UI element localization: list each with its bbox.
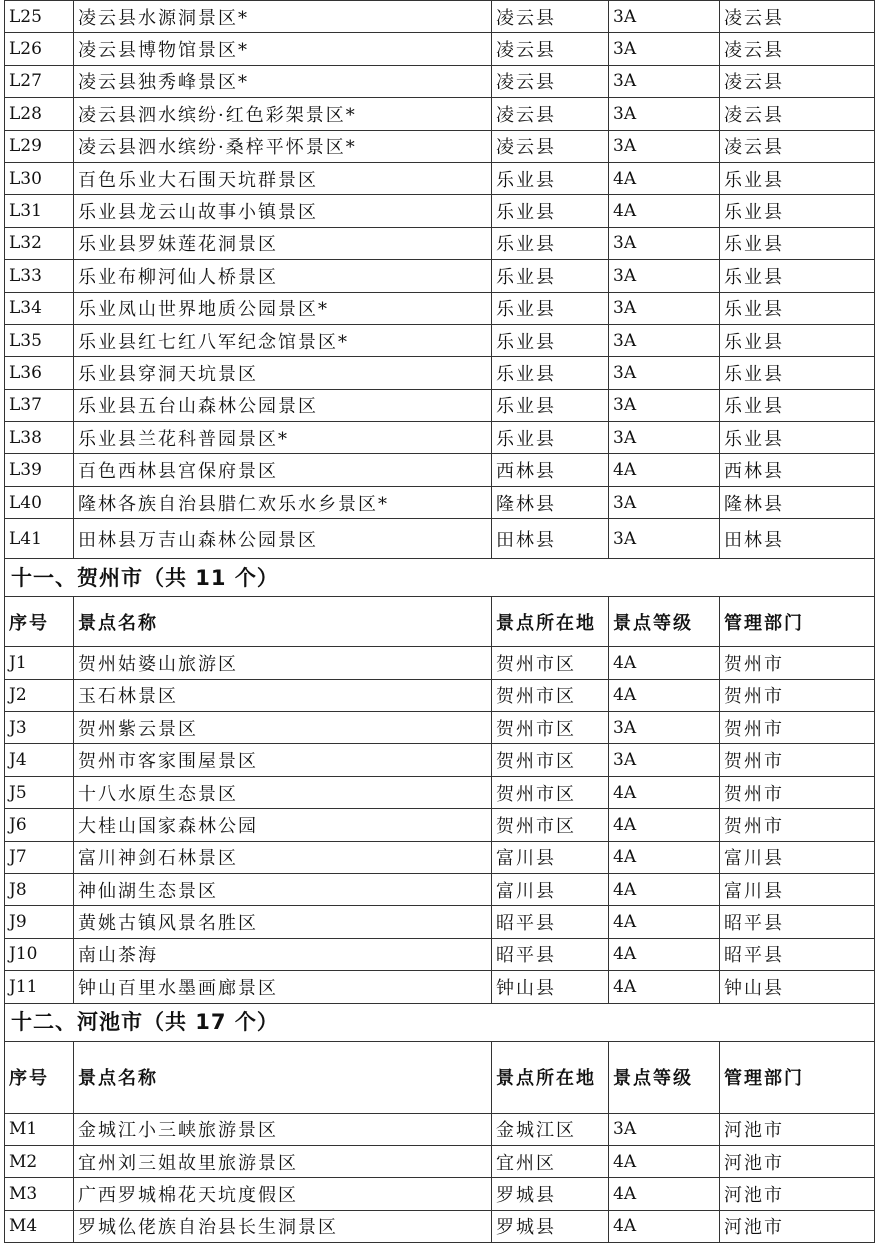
- cell-dept: 乐业县: [720, 292, 875, 324]
- cell-name: 神仙湖生态景区: [74, 873, 492, 905]
- cell-name: 钟山百里水墨画廊景区: [74, 971, 492, 1003]
- table-row: [5, 1, 875, 33]
- table-row: [5, 938, 875, 970]
- cell-dept: 贺州市: [720, 776, 875, 808]
- cell-code: L26: [5, 33, 74, 65]
- header-location: 景点所在地: [492, 1041, 609, 1113]
- cell-grade: 4A: [609, 647, 720, 679]
- cell-location: 凌云县: [492, 33, 609, 65]
- cell-grade: 4A: [609, 841, 720, 873]
- cell-dept: 乐业县: [720, 260, 875, 292]
- cell-location: 乐业县: [492, 324, 609, 356]
- header-location: 景点所在地: [492, 597, 609, 647]
- cell-grade: 4A: [609, 938, 720, 970]
- cell-dept: 河池市: [720, 1113, 875, 1145]
- cell-location: 昭平县: [492, 938, 609, 970]
- header-grade: 景点等级: [609, 597, 720, 647]
- cell-location: 贺州市区: [492, 679, 609, 711]
- cell-location: 西林县: [492, 454, 609, 486]
- table-row: [5, 162, 875, 194]
- header-dept: 管理部门: [720, 597, 875, 647]
- cell-code: L41: [5, 519, 74, 559]
- cell-name: 凌云县独秀峰景区*: [74, 65, 492, 97]
- cell-dept: 贺州市: [720, 809, 875, 841]
- cell-grade: 4A: [609, 906, 720, 938]
- table-row: [5, 971, 875, 1003]
- cell-name: 田林县万吉山森林公园景区: [74, 519, 492, 559]
- cell-name: 隆林各族自治县腊仁欢乐水乡景区*: [74, 486, 492, 518]
- cell-name: 凌云县博物馆景区*: [74, 33, 492, 65]
- header-code: 序号: [5, 597, 74, 647]
- table-row: [5, 65, 875, 97]
- cell-dept: 贺州市: [720, 679, 875, 711]
- cell-name: 十八水原生态景区: [74, 776, 492, 808]
- cell-name: 凌云县泗水缤纷·桑梓平怀景区*: [74, 130, 492, 162]
- cell-location: 贺州市区: [492, 712, 609, 744]
- table-row: [5, 195, 875, 227]
- table-row: [5, 98, 875, 130]
- cell-location: 凌云县: [492, 98, 609, 130]
- cell-location: 乐业县: [492, 227, 609, 259]
- cell-code: L34: [5, 292, 74, 324]
- table-row: [5, 1145, 875, 1177]
- cell-grade: 4A: [609, 195, 720, 227]
- cell-dept: 乐业县: [720, 195, 875, 227]
- cell-code: M4: [5, 1210, 74, 1242]
- cell-code: J7: [5, 841, 74, 873]
- cell-code: L25: [5, 1, 74, 33]
- cell-grade: 3A: [609, 1, 720, 33]
- cell-dept: 贺州市: [720, 744, 875, 776]
- table-row: [5, 519, 875, 559]
- cell-location: 富川县: [492, 873, 609, 905]
- table-row: [5, 776, 875, 808]
- cell-dept: 乐业县: [720, 357, 875, 389]
- table-row: [5, 422, 875, 454]
- cell-name: 玉石林景区: [74, 679, 492, 711]
- cell-name: 贺州姑婆山旅游区: [74, 647, 492, 679]
- header-name: 景点名称: [74, 597, 492, 647]
- cell-code: J9: [5, 906, 74, 938]
- cell-grade: 4A: [609, 776, 720, 808]
- cell-location: 贺州市区: [492, 647, 609, 679]
- cell-dept: 隆林县: [720, 486, 875, 518]
- table-row: [5, 809, 875, 841]
- cell-dept: 凌云县: [720, 98, 875, 130]
- table-row: [5, 260, 875, 292]
- cell-dept: 昭平县: [720, 938, 875, 970]
- cell-grade: 3A: [609, 712, 720, 744]
- cell-grade: 4A: [609, 679, 720, 711]
- cell-code: J11: [5, 971, 74, 1003]
- table-row: [5, 841, 875, 873]
- cell-dept: 钟山县: [720, 971, 875, 1003]
- cell-grade: 3A: [609, 292, 720, 324]
- cell-dept: 凌云县: [720, 33, 875, 65]
- cell-code: L35: [5, 324, 74, 356]
- cell-dept: 昭平县: [720, 906, 875, 938]
- cell-grade: 4A: [609, 162, 720, 194]
- cell-grade: 4A: [609, 1178, 720, 1210]
- cell-code: L38: [5, 422, 74, 454]
- cell-dept: 凌云县: [720, 65, 875, 97]
- cell-code: L39: [5, 454, 74, 486]
- cell-grade: 3A: [609, 33, 720, 65]
- section-heading: 十二、河池市（共 17 个）: [5, 1003, 875, 1041]
- table-row: [5, 679, 875, 711]
- cell-grade: 3A: [609, 486, 720, 518]
- cell-code: L31: [5, 195, 74, 227]
- cell-code: L29: [5, 130, 74, 162]
- table-row: [5, 292, 875, 324]
- cell-grade: 4A: [609, 971, 720, 1003]
- cell-name: 宜州刘三姐故里旅游景区: [74, 1145, 492, 1177]
- cell-grade: 3A: [609, 65, 720, 97]
- table-row: [5, 647, 875, 679]
- section-heading-row: [5, 559, 875, 597]
- cell-location: 凌云县: [492, 65, 609, 97]
- cell-location: 凌云县: [492, 1, 609, 33]
- table-row: [5, 712, 875, 744]
- table-row: [5, 454, 875, 486]
- cell-dept: 乐业县: [720, 227, 875, 259]
- cell-location: 贺州市区: [492, 809, 609, 841]
- cell-name: 乐业县龙云山故事小镇景区: [74, 195, 492, 227]
- cell-location: 罗城县: [492, 1210, 609, 1242]
- cell-code: J3: [5, 712, 74, 744]
- cell-grade: 4A: [609, 809, 720, 841]
- cell-dept: 富川县: [720, 873, 875, 905]
- header-grade: 景点等级: [609, 1041, 720, 1113]
- table-row: [5, 1178, 875, 1210]
- cell-grade: 4A: [609, 873, 720, 905]
- cell-location: 贺州市区: [492, 744, 609, 776]
- cell-dept: 凌云县: [720, 1, 875, 33]
- cell-dept: 乐业县: [720, 422, 875, 454]
- cell-location: 金城江区: [492, 1113, 609, 1145]
- cell-code: J8: [5, 873, 74, 905]
- cell-code: L40: [5, 486, 74, 518]
- cell-dept: 富川县: [720, 841, 875, 873]
- cell-name: 乐业县兰花科普园景区*: [74, 422, 492, 454]
- table-row: [5, 906, 875, 938]
- table-row: [5, 1210, 875, 1242]
- cell-dept: 贺州市: [720, 647, 875, 679]
- scenic-spots-table: [4, 0, 875, 1243]
- cell-dept: 西林县: [720, 454, 875, 486]
- table-row: [5, 873, 875, 905]
- cell-name: 百色西林县宫保府景区: [74, 454, 492, 486]
- cell-location: 昭平县: [492, 906, 609, 938]
- cell-dept: 河池市: [720, 1178, 875, 1210]
- cell-name: 贺州市客家围屋景区: [74, 744, 492, 776]
- cell-location: 乐业县: [492, 292, 609, 324]
- table-row: [5, 486, 875, 518]
- cell-location: 乐业县: [492, 389, 609, 421]
- table-row: [5, 130, 875, 162]
- cell-code: L33: [5, 260, 74, 292]
- cell-grade: 3A: [609, 324, 720, 356]
- cell-location: 乐业县: [492, 162, 609, 194]
- cell-grade: 3A: [609, 1113, 720, 1145]
- cell-grade: 3A: [609, 389, 720, 421]
- header-dept: 管理部门: [720, 1041, 875, 1113]
- table-row: [5, 357, 875, 389]
- cell-grade: 3A: [609, 227, 720, 259]
- cell-location: 钟山县: [492, 971, 609, 1003]
- header-name: 景点名称: [74, 1041, 492, 1113]
- cell-name: 乐业县红七红八军纪念馆景区*: [74, 324, 492, 356]
- table-body: [5, 1, 875, 1243]
- cell-location: 乐业县: [492, 195, 609, 227]
- cell-name: 百色乐业大石围天坑群景区: [74, 162, 492, 194]
- table-row: [5, 744, 875, 776]
- cell-code: L37: [5, 389, 74, 421]
- cell-dept: 河池市: [720, 1210, 875, 1242]
- cell-dept: 乐业县: [720, 162, 875, 194]
- cell-name: 大桂山国家森林公园: [74, 809, 492, 841]
- cell-location: 乐业县: [492, 357, 609, 389]
- cell-location: 隆林县: [492, 486, 609, 518]
- cell-code: L28: [5, 98, 74, 130]
- table-row: [5, 389, 875, 421]
- cell-code: M1: [5, 1113, 74, 1145]
- cell-location: 富川县: [492, 841, 609, 873]
- cell-location: 贺州市区: [492, 776, 609, 808]
- cell-grade: 3A: [609, 260, 720, 292]
- cell-code: J2: [5, 679, 74, 711]
- cell-location: 凌云县: [492, 130, 609, 162]
- cell-name: 广西罗城棉花天坑度假区: [74, 1178, 492, 1210]
- cell-name: 乐业县五台山森林公园景区: [74, 389, 492, 421]
- cell-name: 富川神剑石林景区: [74, 841, 492, 873]
- cell-name: 罗城仫佬族自治县长生洞景区: [74, 1210, 492, 1242]
- cell-dept: 凌云县: [720, 130, 875, 162]
- cell-location: 宜州区: [492, 1145, 609, 1177]
- cell-code: L32: [5, 227, 74, 259]
- cell-name: 乐业布柳河仙人桥景区: [74, 260, 492, 292]
- table-header-row: [5, 1041, 875, 1113]
- cell-code: L30: [5, 162, 74, 194]
- cell-grade: 3A: [609, 519, 720, 559]
- cell-code: M3: [5, 1178, 74, 1210]
- cell-code: L27: [5, 65, 74, 97]
- cell-location: 乐业县: [492, 260, 609, 292]
- cell-grade: 4A: [609, 1210, 720, 1242]
- table-header-row: [5, 597, 875, 647]
- cell-dept: 河池市: [720, 1145, 875, 1177]
- cell-name: 凌云县水源洞景区*: [74, 1, 492, 33]
- cell-name: 乐业县穿洞天坑景区: [74, 357, 492, 389]
- cell-dept: 田林县: [720, 519, 875, 559]
- cell-grade: 3A: [609, 130, 720, 162]
- section-heading: 十一、贺州市（共 11 个）: [5, 559, 875, 597]
- table-row: [5, 324, 875, 356]
- cell-name: 凌云县泗水缤纷·红色彩架景区*: [74, 98, 492, 130]
- cell-name: 南山茶海: [74, 938, 492, 970]
- cell-name: 金城江小三峡旅游景区: [74, 1113, 492, 1145]
- cell-code: J1: [5, 647, 74, 679]
- cell-grade: 4A: [609, 1145, 720, 1177]
- cell-code: J6: [5, 809, 74, 841]
- cell-name: 乐业凤山世界地质公园景区*: [74, 292, 492, 324]
- cell-location: 田林县: [492, 519, 609, 559]
- cell-grade: 3A: [609, 422, 720, 454]
- cell-code: M2: [5, 1145, 74, 1177]
- cell-code: J4: [5, 744, 74, 776]
- table-row: [5, 1113, 875, 1145]
- cell-grade: 3A: [609, 98, 720, 130]
- table-row: [5, 227, 875, 259]
- cell-location: 乐业县: [492, 422, 609, 454]
- cell-code: J5: [5, 776, 74, 808]
- cell-name: 贺州紫云景区: [74, 712, 492, 744]
- cell-dept: 乐业县: [720, 389, 875, 421]
- section-heading-row: [5, 1003, 875, 1041]
- cell-name: 黄姚古镇风景名胜区: [74, 906, 492, 938]
- cell-dept: 乐业县: [720, 324, 875, 356]
- table-row: [5, 33, 875, 65]
- cell-code: L36: [5, 357, 74, 389]
- cell-code: J10: [5, 938, 74, 970]
- cell-dept: 贺州市: [720, 712, 875, 744]
- header-code: 序号: [5, 1041, 74, 1113]
- cell-name: 乐业县罗妹莲花洞景区: [74, 227, 492, 259]
- cell-grade: 3A: [609, 744, 720, 776]
- cell-location: 罗城县: [492, 1178, 609, 1210]
- cell-grade: 3A: [609, 357, 720, 389]
- cell-grade: 4A: [609, 454, 720, 486]
